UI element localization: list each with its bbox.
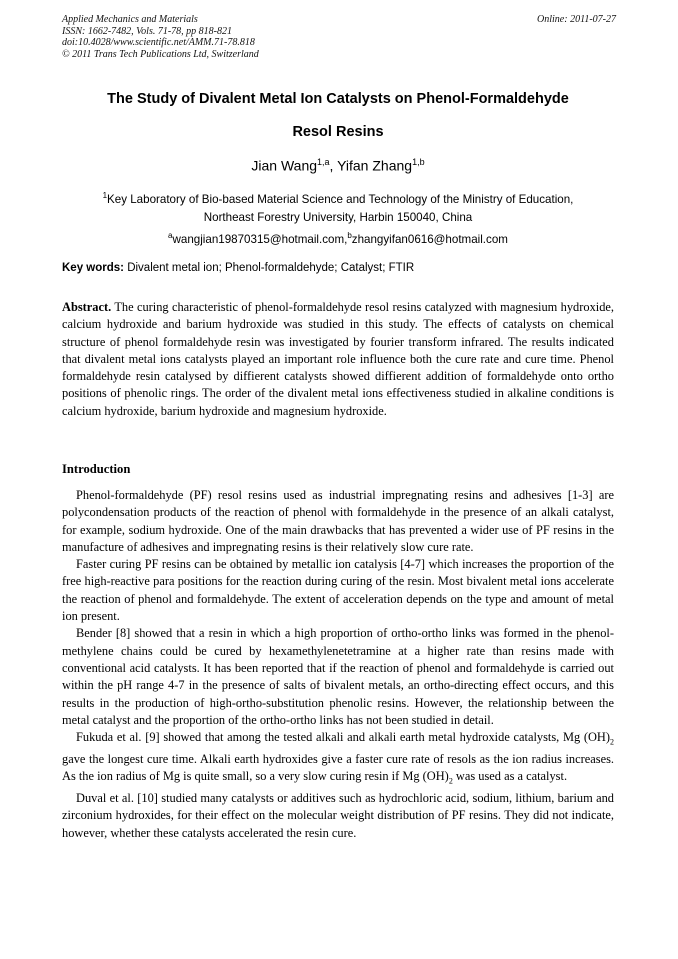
abstract-label: Abstract. xyxy=(62,300,112,314)
email-1-superscript: a xyxy=(168,230,173,240)
email-line xyxy=(62,227,614,249)
author-2: Yifan Zhang xyxy=(337,157,413,174)
affiliation-text: Key Laboratory of Bio-based Material Science and Technology of the Ministry of Education, xyxy=(107,192,574,206)
affiliation-block xyxy=(62,187,614,249)
email-1: wangjian19870315@hotmail.com, xyxy=(172,232,348,246)
introduction-body xyxy=(62,487,614,842)
keywords-line xyxy=(62,262,614,274)
author-1: Jian Wang xyxy=(251,157,318,174)
affiliation-line-2: Northeast Forestry University, Harbin 150040, China xyxy=(203,210,473,224)
intro-paragraph-3: Bender [8] showed that a resin in which a high proportion of ortho-ortho links was formed in the phenol-methylene chains could be cured by hexamethylenetetramine at a higher rate than resins made with conventional acid catalysts. It has been reported that if the reaction of phenol and formaldehyde is carried out within the pH range 4-7 in the presence of salts of bivalent metals, an ortho-directing effect occurs, and this results in the production of high-ortho-substitution phenolic resins. However, the relationship between the metal catalyst and the proportion of the ortho-ortho links has not been studied in detail. xyxy=(62,626,614,727)
email-2: zhangyifan0616@hotmail.com xyxy=(351,232,508,246)
issn-line: ISSN: 1662-7482, Vols. 71-78, pp 818-821 xyxy=(62,25,232,37)
intro-p4-part-b: gave the longest cure time. Alkali earth hydroxides give a faster cure rate of resols as the ion radius increases. As the ion radius of Mg is quite small, so a very slow curing resin if Mg (OH) xyxy=(62,751,614,784)
subscript-2: 2 xyxy=(610,737,614,747)
journal-header xyxy=(62,14,259,60)
affiliation-superscript: 1 xyxy=(102,191,108,200)
online-date: Online: 2011-07-27 xyxy=(537,14,616,25)
keywords-text: Divalent metal ion; Phenol-formaldehyde; Catalyst; FTIR xyxy=(124,262,415,274)
doi-line: doi:10.4028/www.scientific.net/AMM.71-78.818 xyxy=(62,37,255,48)
copyright-line: © 2011 Trans Tech Publications Ltd, Switzerland xyxy=(62,48,259,60)
intro-p4-part-c: was used as a catalyst. xyxy=(452,769,568,784)
intro-paragraph-4 xyxy=(62,729,614,790)
email-2-superscript: b xyxy=(347,230,352,240)
intro-paragraph-1: Phenol-formaldehyde (PF) resol resins used as industrial impregnating resins and adhesives [1-3] are polycondensation products of the reaction of phenol with formaldehyde in the presence of an alkali catalyst, for example, sodium hydroxide. One of the main drawbacks that has prevented a wider use of PF resins in the manufacture of adhesives and impregnating resins is their relatively slow cure rate. xyxy=(62,488,614,554)
paper-title-line-2: Resol Resins xyxy=(292,124,384,140)
author-list xyxy=(62,157,614,174)
journal-name: Applied Mechanics and Materials xyxy=(62,14,198,25)
intro-p4-part-a: Fukuda et al. [9] showed that among the tested alkali and alkali earth metal hydroxide catalysts, Mg (OH) xyxy=(76,730,610,745)
abstract-text: The curing characteristic of phenol-formaldehyde resol resins catalyzed with magnesium hydroxide, calcium hydroxide and barium hydroxide was studied in this study. The effects of catalysts on chemical structure of phenol formaldehyde resin was investigated by fourier transform infrared. The results indicated that divalent metal ions catalysts played an important role influence both the cure rate and cure time. Phenol formaldehyde resin catalysed by diffierent catalysts showed diffierent addition of formaldehyde onto ortho positions of phenolic rings. The order of the divalent metal ions effectiveness studied in alkaline conditions is calcium hydroxide, barium hydroxide and magnesium hydroxide. xyxy=(62,300,614,418)
subscript-2: 2 xyxy=(448,776,453,786)
author-separator: , xyxy=(329,157,338,174)
affiliation-line-1 xyxy=(62,187,614,209)
intro-paragraph-2: Faster curing PF resins can be obtained by metallic ion catalysis [4-7] which increases the proportion of the free high-reactive para positions for the reaction during curing of the resin. Most bivalent metal ions accelerate the reaction of phenol and formaldehyde. The extent of acceleration depends on the type and amount of metal ion present. xyxy=(62,557,614,624)
introduction-heading: Introduction xyxy=(62,462,131,476)
author-2-superscript: 1,b xyxy=(412,157,425,167)
keywords-label: Key words: xyxy=(62,262,124,274)
author-1-superscript: 1,a xyxy=(317,157,330,167)
abstract-paragraph xyxy=(62,299,614,420)
paper-title-line-1: The Study of Divalent Metal Ion Catalysts on Phenol-Formaldehyde xyxy=(107,91,569,107)
intro-paragraph-5: Duval et al. [10] studied many catalysts or additives such as hydrochloric acid, sodium, lithium, barium and zirconium hydroxides, for their effect on the molecular weight distribution of PF resins. They did not indicate, however, whether these catalysts accelerated the resin cure. xyxy=(62,790,614,840)
